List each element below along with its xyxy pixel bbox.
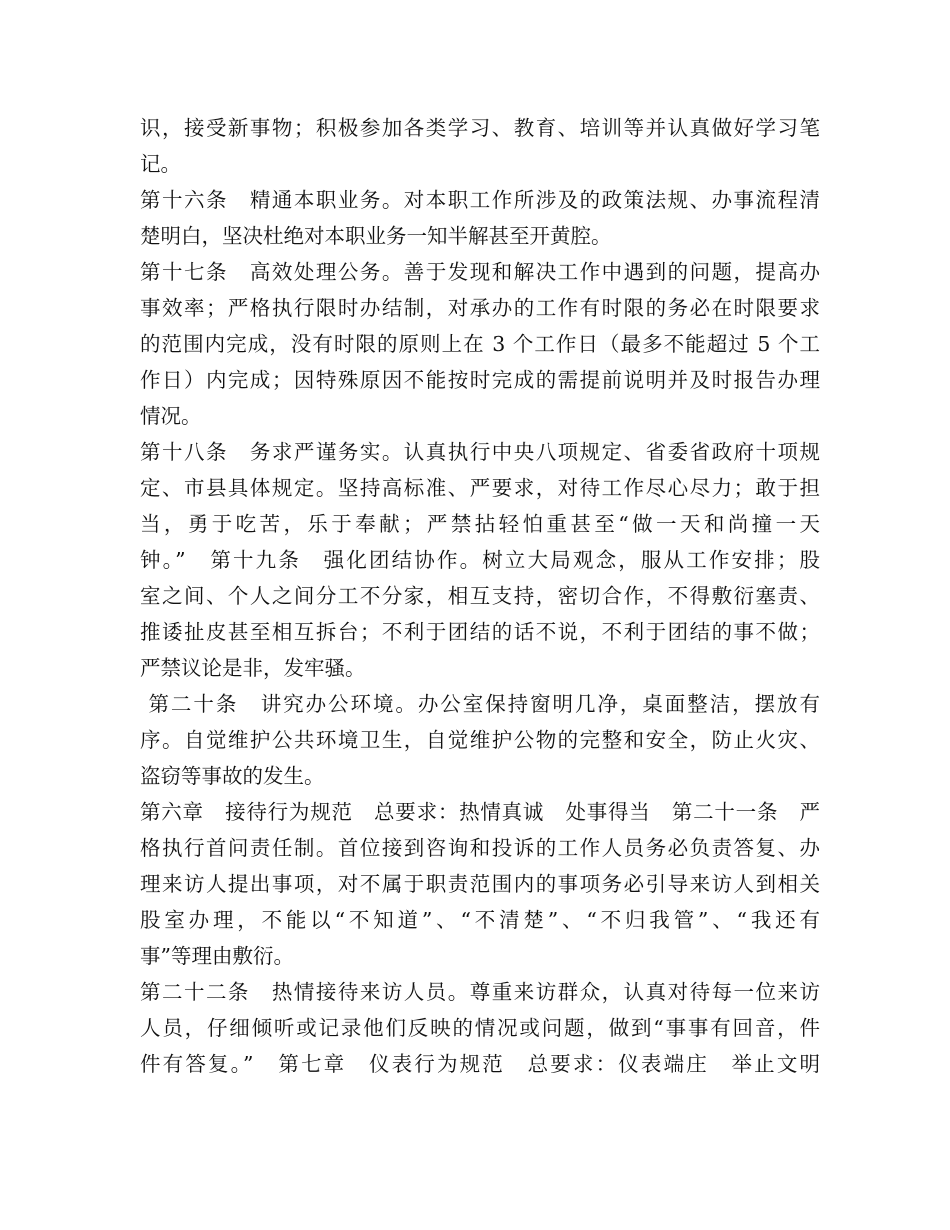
text-line: 序。自觉维护公共环境卫生，自觉维护公物的完整和安全，防止火灾、: [140, 728, 820, 752]
document-body: [140, 110, 820, 1082]
text-line: 钟。” 第十九条 强化团结协作。树立大局观念，服从工作安排；股: [140, 548, 820, 572]
text-line: 理来访人提出事项，对不属于职责范围内的事项务必引导来访人到相关: [140, 872, 820, 896]
text-line: 股室办理，不能以“不知道”、“不清楚”、“不归我管”、“我还有: [140, 908, 820, 932]
text-line: 事”等理由敷衍。: [140, 944, 294, 968]
text-line: 当，勇于吃苦，乐于奉献；严禁拈轻怕重甚至“做一天和尚撞一天: [140, 512, 820, 536]
text-line: 第二十条 讲究办公环境。办公室保持窗明几净，桌面整洁，摆放有: [140, 692, 820, 716]
text-line: 盗窃等事故的发生。: [140, 764, 325, 788]
text-line: 室之间、个人之间分工不分家，相互支持，密切合作，不得敷衍塞责、: [140, 584, 820, 608]
text-line: 人员，仔细倾听或记录他们反映的情况或问题，做到“事事有回音，件: [140, 1016, 820, 1040]
text-line: 的范围内完成，没有时限的原则上在 3 个工作日（最多不能超过 5 个工: [140, 332, 820, 356]
text-line: 件有答复。” 第七章 仪表行为规范 总要求：仪表端庄 举止文明: [140, 1052, 820, 1076]
text-line: 识，接受新事物；积极参加各类学习、教育、培训等并认真做好学习笔: [140, 116, 820, 140]
text-line: 作日）内完成；因特殊原因不能按时完成的需提前说明并及时报告办理: [140, 368, 820, 392]
text-line: 第十七条 高效处理公务。善于发现和解决工作中遇到的问题，提高办: [140, 260, 820, 284]
text-line: 第十八条 务求严谨务实。认真执行中央八项规定、省委省政府十项规: [140, 440, 820, 464]
text-line: 定、市县具体规定。坚持高标准、严要求，对待工作尽心尽力；敢于担: [140, 476, 820, 500]
text-line: 情况。: [140, 404, 202, 428]
text-line: 严禁议论是非，发牢骚。: [140, 656, 366, 680]
text-line: 第十六条 精通本职业务。对本职工作所涉及的政策法规、办事流程清: [140, 188, 820, 212]
text-line: 第二十二条 热情接待来访人员。尊重来访群众，认真对待每一位来访: [140, 980, 820, 1004]
text-line: 记。: [140, 152, 181, 176]
text-line: 楚明白，坚决杜绝对本职业务一知半解甚至开黄腔。: [140, 224, 612, 248]
text-line: 推诿扯皮甚至相互拆台；不利于团结的话不说，不利于团结的事不做；: [140, 620, 820, 644]
text-line: 事效率；严格执行限时办结制，对承办的工作有时限的务必在时限要求: [140, 296, 820, 320]
text-line: 格执行首问责任制。首位接到咨询和投诉的工作人员务必负责答复、办: [140, 836, 820, 860]
text-line: 第六章 接待行为规范 总要求：热情真诚 处事得当 第二十一条 严: [140, 800, 820, 824]
